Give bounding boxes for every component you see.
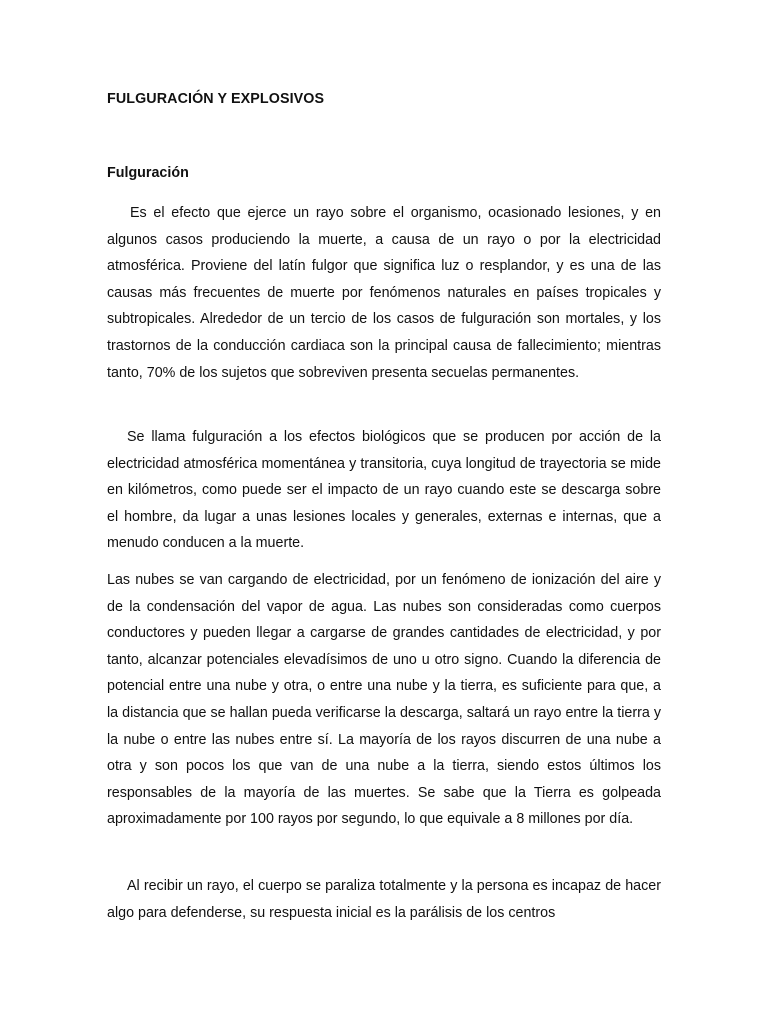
- document-page: [107, 0, 661, 1024]
- paragraph-3: Las nubes se van cargando de electricidad, por un fenómeno de ionización del aire y de la condensación del vapor de agua. Las nubes son consideradas como cuerpos conductores y pueden llegar a cargarse de grandes cantidades de electricidad, y por tanto, alcanzar potenciales elevadísimos de uno u otro signo. Cuando la diferencia de potencial entre una nube y otra, o entre una nube y la tierra, es suficiente para que, a la distancia que se hallan pueda verificarse la descarga, saltará un rayo entre la tierra y la nube o entre las nubes entre sí. La mayoría de los rayos discurren de una nube a otra y son pocos los que van de una nube a la tierra, siendo estos últimos los responsables de la mayoría de las muertes. Se sabe que la Tierra es golpeada aproximadamente por 100 rayos por segundo, lo que equivale a 8 millones por día.: [107, 572, 661, 828]
- document-title: FULGURACIÓN Y EXPLOSIVOS: [107, 91, 325, 107]
- paragraph-1: Es el efecto que ejerce un rayo sobre el organismo, ocasionado lesiones, y en algunos casos produciendo la muerte, a causa de un rayo o por la electricidad atmosférica. Proviene del latín fulgor que significa luz o resplandor, y es una de las causas más frecuentes de muerte por fenómenos naturales en países tropicales y subtropicales. Alrededor de un tercio de los casos de fulguración son mortales, y los trastornos de la conducción cardiaca son la principal causa de fallecimiento; mientras tanto, 70% de los sujetos que sobreviven presenta secuelas permanentes.: [107, 205, 661, 381]
- paragraph-2: Se llama fulguración a los efectos biológicos que se producen por acción de la electricidad atmosférica momentánea y transitoria, cuya longitud de trayectoria se mide en kilómetros, como puede ser el impacto de un rayo cuando este se descarga sobre el hombre, da lugar a unas lesiones locales y generales, externas e internas, que a menudo conducen a la muerte.: [107, 429, 661, 552]
- paragraph-4: Al recibir un rayo, el cuerpo se paraliza totalmente y la persona es incapaz de hacer algo para defenderse, su respuesta inicial es la parálisis de los centros: [107, 878, 661, 921]
- section-heading: Fulguración: [107, 165, 189, 181]
